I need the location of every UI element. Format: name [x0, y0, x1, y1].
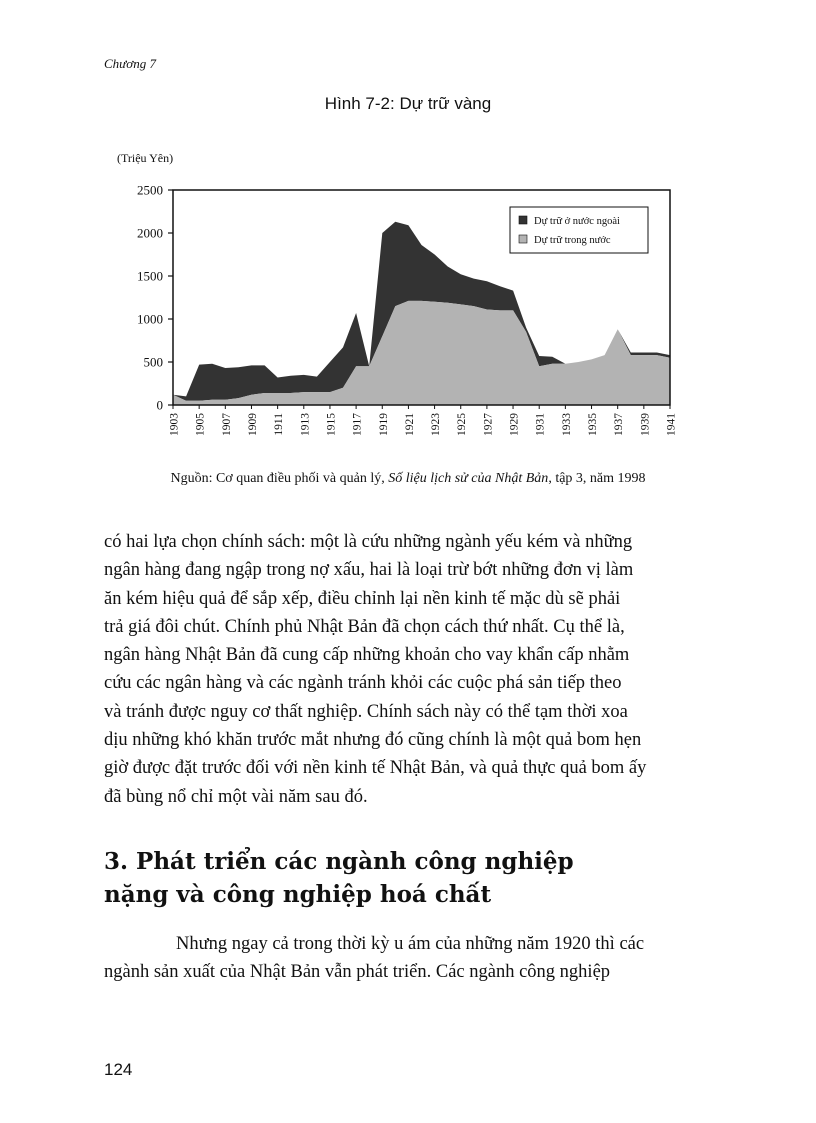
y-tick-label: 1000 — [137, 311, 163, 327]
running-head: Chương 7 — [104, 56, 156, 71]
x-tick-label: 1929 — [508, 413, 521, 436]
x-tick-label: 1905 — [194, 413, 207, 436]
y-tick-label: 500 — [143, 354, 163, 370]
chart-plot-layer — [117, 151, 678, 436]
section-heading-line: 3. Phát triển các ngành công nghiệp — [104, 848, 574, 875]
x-tick-label: 1907 — [220, 413, 233, 436]
paragraph-line: ngành sản xuất của Nhật Bản vẫn phát triển. Các ngành công nghiệp — [104, 962, 611, 983]
x-tick-label: 1931 — [534, 413, 547, 436]
x-tick-label: 1921 — [403, 413, 416, 436]
y-tick-label: 1500 — [137, 268, 163, 284]
x-tick-label: 1915 — [325, 413, 338, 436]
section-heading-line: nặng và công nghiệp hoá chất — [104, 881, 492, 908]
paragraph-line: đã bùng nổ chỉ một vài năm sau đó. — [104, 786, 368, 807]
paragraph-line: giờ được đặt trước đối với nền kinh tế Nhật Bản, và quả thực quả bom ấy — [104, 758, 647, 779]
paragraph-2 — [104, 930, 712, 987]
x-tick-label: 1939 — [639, 413, 652, 436]
source-suffix: , tập 3, năm 1998 — [548, 471, 646, 486]
x-tick-label: 1917 — [351, 413, 364, 436]
section-heading — [104, 845, 724, 911]
paragraph-1 — [104, 528, 712, 811]
x-tick-label: 1925 — [456, 413, 469, 436]
x-tick-label: 1909 — [246, 413, 259, 436]
figure-title: Hình 7-2: Dự trữ vàng — [324, 94, 492, 113]
x-tick-label: 1919 — [377, 413, 390, 436]
legend-label-foreign: Dự trữ ở nước ngoài — [534, 216, 620, 227]
legend-swatch-domestic — [519, 235, 527, 243]
paragraph-line: cứu các ngân hàng và các ngành tránh khỏi các cuộc phá sản tiếp theo — [104, 673, 622, 694]
y-tick-label: 0 — [156, 397, 163, 413]
paragraph-line: ăn kém hiệu quả để sắp xếp, điều chỉnh lại nền kinh tế mặc dù sẽ phải — [104, 588, 621, 609]
x-tick-label: 1911 — [273, 413, 286, 436]
x-tick-label: 1933 — [560, 413, 573, 436]
x-tick-label: 1941 — [665, 413, 678, 436]
x-tick-label: 1913 — [299, 413, 312, 436]
paragraph-line: ngân hàng Nhật Bản đã cung cấp những khoản cho vay khẩn cấp nhằm — [104, 645, 630, 666]
x-tick-label: 1903 — [168, 413, 181, 436]
y-tick-label: 2000 — [137, 225, 163, 241]
paragraph-line: có hai lựa chọn chính sách: một là cứu những ngành yếu kém và những — [104, 532, 633, 552]
legend-label-domestic: Dự trữ trong nước — [534, 235, 611, 246]
paragraph-line: và tránh được nguy cơ thất nghiệp. Chính sách này có thể tạm thời xoa — [104, 701, 628, 722]
legend-box — [510, 207, 648, 253]
page-number: 124 — [104, 1060, 133, 1079]
x-tick-label: 1935 — [587, 413, 600, 436]
y-axis-label: (Triệu Yên) — [117, 151, 174, 165]
paragraph-line: trả giá đôi chút. Chính phủ Nhật Bản đã chọn cách thứ nhất. Cụ thể là, — [104, 616, 625, 637]
gold-reserve-chart — [0, 140, 816, 460]
x-tick-label: 1923 — [430, 413, 443, 436]
figure-source — [0, 471, 816, 487]
paragraph-line: Nhưng ngay cả trong thời kỳ u ám của những năm 1920 thì các — [176, 934, 645, 954]
paragraph-line: dịu những khó khăn trước mắt nhưng đó cũng chính là một quả bom hẹn — [104, 730, 642, 751]
y-tick-label: 2500 — [137, 182, 163, 198]
x-tick-label: 1937 — [613, 413, 626, 436]
paragraph-line: ngân hàng đang ngập trong nợ xấu, hai là loại trừ bớt những đơn vị làm — [104, 560, 634, 581]
source-title: Số liệu lịch sử của Nhật Bản — [388, 471, 549, 486]
source-prefix: Nguồn: Cơ quan điều phối và quản lý, — [170, 471, 389, 486]
x-tick-label: 1927 — [482, 413, 495, 437]
legend-swatch-foreign — [519, 216, 527, 224]
